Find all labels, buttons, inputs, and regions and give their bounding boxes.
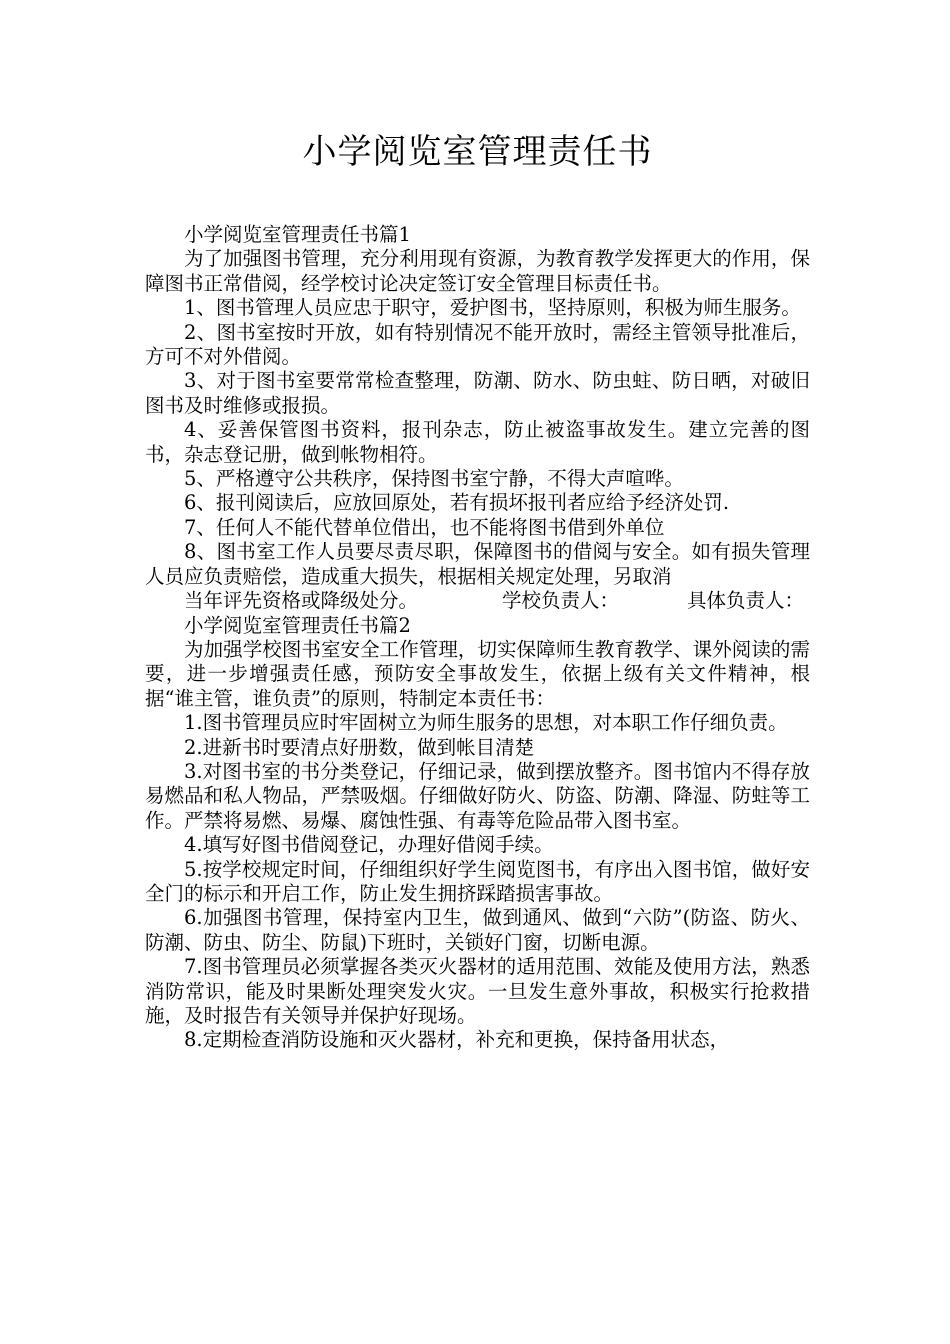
list-item: 5、严格遵守公共秩序，保持图书室宁静，不得大声喧哗。 — [184, 467, 684, 491]
list-item: 7、任何人不能代替单位借出，也不能将图书借到外单位 — [184, 515, 665, 539]
list-item: 3、对于图书室要常常检查整理，防潮、防水、防虫蛀、防日晒，对破旧图书及时维修或报损。 — [145, 369, 810, 417]
list-item: 4、妥善保管图书资料，报刊杂志，防止被盗事故发生。建立完善的图书，杂志登记册，做到帐物相符。 — [145, 418, 810, 466]
list-item: 2、图书室按时开放，如有特别情况不能开放时，需经主管领导批准后，方可不对外借阅。 — [145, 320, 810, 369]
direct-lead-label: 具体负责人： — [687, 589, 805, 613]
list-item: 1.图书管理员应时牢固树立为师生服务的思想，对本职工作仔细负责。 — [184, 711, 788, 735]
list-item: 8、图书室工作人员要尽责尽职，保障图书的借阅与安全。如有损失管理人员应负责赔偿，造成重大损失，根据相关规定处理，另取消 — [145, 540, 810, 588]
paragraph: 为加强学校图书室安全工作管理，切实保障师生教育教学、课外阅读的需要，进一步增强责任感，预防安全事故发生，依据上级有关文件精神，根据“谁主管，谁负责”的原则，特制定本责任书： — [145, 637, 810, 710]
list-item: 6.加强图书管理，保持室内卫生，做到通风、做到“六防”(防盗、防火、防潮、防虫、防尘、防鼠)下班时，关锁好门窗，切断电源。 — [145, 906, 810, 954]
signature-line — [145, 589, 810, 613]
list-item: 1、图书管理人员应忠于职守，爱护图书，坚持原则，积极为师生服务。 — [184, 296, 801, 320]
section-heading: 小学阅览室管理责任书篇1 — [184, 223, 411, 246]
section-heading: 小学阅览室管理责任书篇2 — [184, 613, 411, 637]
list-item: 6、报刊阅读后，应放回原处，若有损坏报刊者应给予经济处罚. — [184, 491, 730, 515]
list-item: 2.进新书时要清点好册数，做到帐目清楚 — [184, 735, 535, 759]
school-lead-label: 学校负责人： — [502, 589, 620, 613]
paragraph: 为了加强图书管理，充分利用现有资源，为教育教学发挥更大的作用，保障图书正常借阅，经学校讨论决定签订安全管理目标责任书。 — [145, 247, 810, 295]
document-body — [145, 223, 810, 1053]
signature-note: 当年评先资格或降级处分。 — [184, 589, 419, 613]
list-item: 4.填写好图书借阅登记，办理好借阅手续。 — [184, 833, 554, 857]
list-item: 5.按学校规定时间，仔细组织好学生阅览图书，有序出入图书馆，做好安全门的标示和开启工作，防止发生拥挤踩踏损害事故。 — [145, 857, 810, 905]
document-title: 小学阅览室管理责任书 — [302, 132, 653, 172]
list-item: 8.定期检查消防设施和灭火器材，补充和更换，保持备用状态， — [184, 1028, 730, 1052]
list-item: 7.图书管理员必须掌握各类灭火器材的适用范围、效能及使用方法，熟悉消防常识，能及时果断处理突发火灾。一旦发生意外事故，积极实行抢救措施，及时报告有关领导并保护好现场。 — [145, 955, 810, 1027]
list-item: 3.对图书室的书分类登记，仔细记录，做到摆放整齐。图书馆内不得存放易燃品和私人物品，严禁吸烟。仔细做好防火、防盗、防潮、降湿、防蛀等工作。严禁将易燃、易爆、腐蚀性强、有毒等危险品带入图书室。 — [145, 759, 810, 832]
